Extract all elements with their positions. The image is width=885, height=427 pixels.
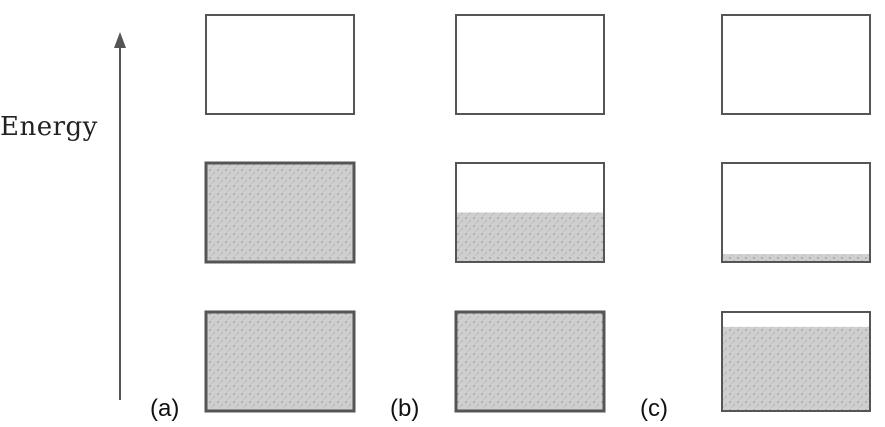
panel-a: [206, 15, 354, 411]
bottom-band: [206, 312, 354, 411]
band-filled-states: [722, 254, 870, 262]
energy-axis-label: Energy: [0, 112, 98, 142]
band-filled-states: [206, 163, 354, 262]
panel-c: [722, 15, 870, 411]
bands-layer: [206, 15, 870, 411]
middle-band: [722, 163, 870, 262]
band-background: [206, 15, 354, 114]
top-band: [206, 15, 354, 114]
panel-b: [456, 15, 604, 411]
bottom-band: [722, 312, 870, 411]
band-background: [722, 163, 870, 262]
band-filled-states: [456, 312, 604, 411]
band-filled-states: [722, 327, 870, 411]
band-background: [456, 15, 604, 114]
top-band: [722, 15, 870, 114]
panel-a-label: (a): [150, 395, 180, 422]
top-band: [456, 15, 604, 114]
middle-band: [456, 163, 604, 262]
band-background: [722, 15, 870, 114]
band-filled-states: [456, 213, 604, 263]
band-filled-states: [206, 312, 354, 411]
bottom-band: [456, 312, 604, 411]
panel-b-label: (b): [390, 395, 420, 422]
energy-axis-arrowhead: [114, 32, 126, 48]
middle-band: [206, 163, 354, 262]
panel-c-label: (c): [640, 395, 668, 422]
energy-axis: [114, 32, 126, 400]
